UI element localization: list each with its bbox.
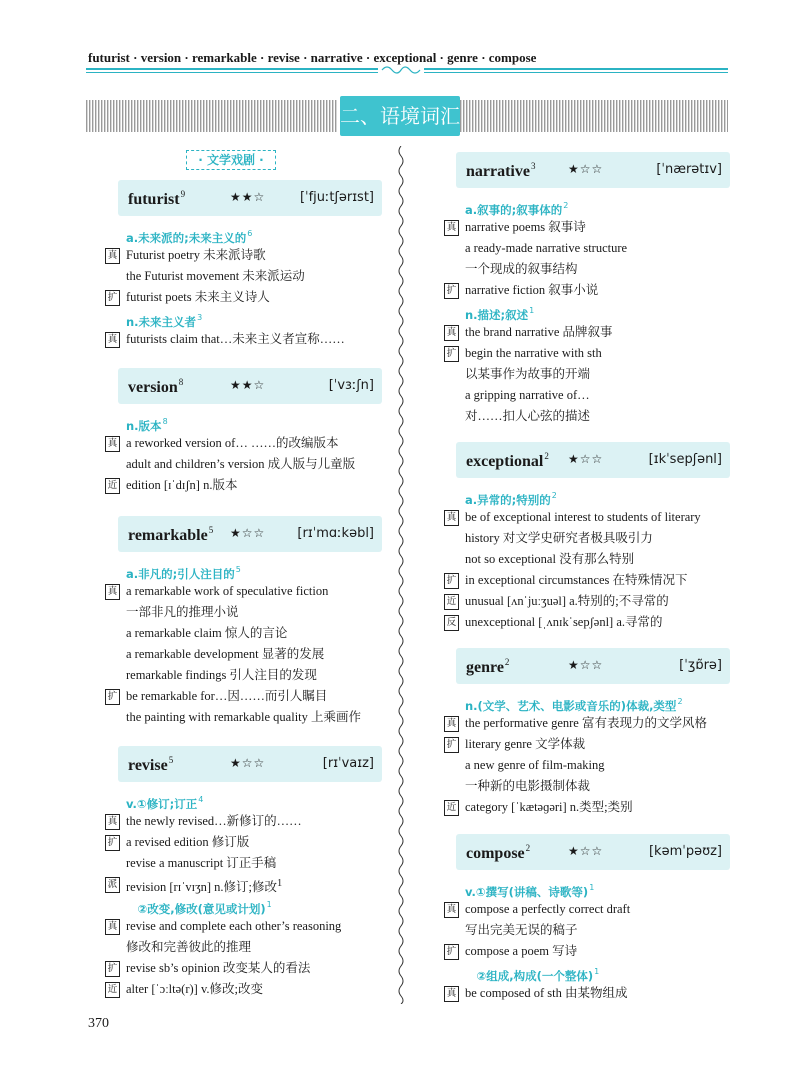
example-line <box>465 408 590 424</box>
frequency-count: 8 <box>178 377 184 387</box>
frequency-count: 1 <box>529 306 535 315</box>
example-line <box>465 922 578 938</box>
frequency-count: 3 <box>197 313 203 322</box>
phonetic: [ɪkˈsepʃənl] <box>648 452 722 467</box>
frequency-count: 5 <box>235 565 241 574</box>
example-line <box>126 646 324 662</box>
label-mark-icon: 近 <box>105 982 120 998</box>
definition-line <box>465 488 557 508</box>
headword-text: narrative <box>466 163 530 180</box>
frequency-count: 6 <box>247 229 253 238</box>
example-line <box>107 918 342 934</box>
example-line <box>126 625 287 641</box>
line-text: be of exceptional interest to students of literary <box>465 510 701 524</box>
line-text: n.描述;叙述 <box>465 308 529 322</box>
headword <box>466 161 535 181</box>
example-line <box>126 604 239 620</box>
frequency-count: 5 <box>168 755 174 765</box>
frequency-count: 2 <box>544 451 549 461</box>
definition-line <box>465 303 534 323</box>
line-text: a remarkable claim 惊人的言论 <box>126 626 288 640</box>
example-line <box>126 939 251 955</box>
line-text: the painting with remarkable quality 上乘画作 <box>126 710 362 724</box>
line-text: n.版本 <box>126 419 162 433</box>
label-mark-icon: 扩 <box>105 290 120 306</box>
example-line <box>465 261 578 277</box>
headword <box>128 377 183 397</box>
line-text: remarkable findings 引人注目的发现 <box>126 668 317 682</box>
line-text: a.非凡的;引人注目的 <box>126 567 235 581</box>
headword-text: genre <box>466 659 504 676</box>
phonetic: [ˈvɜːʃn] <box>328 378 374 393</box>
headword <box>466 451 549 471</box>
headword <box>128 755 173 775</box>
label-mark-icon: 近 <box>444 800 459 816</box>
example-line <box>446 736 586 752</box>
line-text: begin the narrative with sth <box>465 346 602 360</box>
definition-line <box>465 964 599 984</box>
label-mark-icon: 扩 <box>444 944 459 960</box>
line-text: unexceptional [ˌʌnɪkˈsepʃənl] a.寻常的 <box>465 615 663 629</box>
label-mark-icon: 真 <box>105 332 120 348</box>
line-text: a reworked version of… ……的改编版本 <box>126 436 339 450</box>
line-text: a remarkable development 显著的发展 <box>126 647 325 661</box>
label-mark-icon: 扩 <box>105 835 120 851</box>
headword-box <box>456 152 730 188</box>
star-rating: ★☆☆ <box>230 526 266 540</box>
column-divider <box>396 146 406 1004</box>
label-mark-icon: 真 <box>105 436 120 452</box>
definition-line <box>126 310 202 330</box>
line-text: a new genre of film-making <box>465 758 605 772</box>
page-number: 370 <box>88 1016 109 1031</box>
label-mark-icon: 扩 <box>444 737 459 753</box>
headword-text: revise <box>128 757 168 774</box>
label-mark-icon: 真 <box>444 986 459 1002</box>
phonetic: [kəmˈpəʊz] <box>648 844 722 859</box>
title-stripes-left <box>86 100 338 132</box>
label-mark-icon: 真 <box>444 902 459 918</box>
line-text: futurists claim that…未来主义者宣称…… <box>126 332 345 346</box>
line-text: the newly revised…新修订的…… <box>126 814 302 828</box>
label-mark-icon: 真 <box>444 325 459 341</box>
example-line <box>446 901 631 917</box>
headword-box <box>118 516 382 552</box>
phonetic: [rɪˈmɑːkəbl] <box>297 526 374 541</box>
line-text: a gripping narrative of… <box>465 388 590 402</box>
label-mark-icon: 扩 <box>105 689 120 705</box>
example-line <box>107 289 270 305</box>
example-line <box>465 551 634 567</box>
headword-box <box>456 834 730 870</box>
line-text: v.①撰写(讲稿、诗歌等) <box>465 885 589 899</box>
star-rating: ★☆☆ <box>230 756 266 770</box>
example-line <box>446 324 613 340</box>
example-line <box>446 943 578 959</box>
frequency-count: 2 <box>525 843 531 853</box>
headword-box <box>456 648 730 684</box>
line-text: 一个现成的叙事结构 <box>465 262 578 276</box>
frequency-count: 9 <box>180 189 186 199</box>
label-mark-icon: 反 <box>444 615 459 631</box>
example-line <box>446 715 707 731</box>
label-mark-icon: 扩 <box>105 961 120 977</box>
line-text: a revised edition 修订版 <box>126 835 250 849</box>
headword <box>128 525 213 545</box>
line-text: 对……扣人心弦的描述 <box>465 409 591 423</box>
example-line <box>446 985 628 1001</box>
example-line <box>446 799 633 815</box>
label-mark-icon: 真 <box>444 716 459 732</box>
line-text: the brand narrative 品牌叙事 <box>465 325 613 339</box>
frequency-count: 2 <box>563 201 569 210</box>
headword-box <box>456 442 730 478</box>
label-mark-icon: 真 <box>444 510 459 526</box>
label-mark-icon: 近 <box>105 478 120 494</box>
line-text: ②改变,修改(意见或计划) <box>126 902 266 916</box>
frequency-count: 2 <box>677 697 683 706</box>
headword-text: futurist <box>128 191 180 208</box>
label-mark-icon: 派 <box>105 877 120 893</box>
headword-box <box>118 180 382 216</box>
frequency-count: 2 <box>551 491 557 500</box>
line-text: the Futurist movement 未来派运动 <box>126 269 305 283</box>
example-line <box>465 757 605 773</box>
example-line <box>107 435 339 451</box>
example-line <box>107 688 328 704</box>
line-text: in exceptional circumstances 在特殊情况下 <box>465 573 688 587</box>
line-text: adult and children’s version 成人版与儿童版 <box>126 457 356 471</box>
label-mark-icon: 真 <box>105 248 120 264</box>
label-mark-icon: 扩 <box>444 573 459 589</box>
frequency-count: 8 <box>162 417 168 426</box>
example-line <box>446 282 599 298</box>
frequency-count: 3 <box>530 161 536 171</box>
headword <box>466 843 530 863</box>
line-text: revise a manuscript 订正手稿 <box>126 856 277 870</box>
star-rating: ★☆☆ <box>568 658 604 672</box>
label-mark-icon: 扩 <box>444 346 459 362</box>
line-text: 以某事作为故事的开端 <box>465 367 591 381</box>
title-stripes-right <box>460 100 728 132</box>
line-text: a.异常的;特别的 <box>465 493 551 507</box>
definition-line <box>126 897 272 917</box>
example-line <box>446 345 602 361</box>
example-line <box>465 387 590 403</box>
line-text: narrative fiction 叙事小说 <box>465 283 599 297</box>
example-line <box>446 614 663 630</box>
line-text: revise and complete each other’s reasoning <box>126 919 342 933</box>
definition-line <box>465 880 594 900</box>
label-mark-icon: 真 <box>105 919 120 935</box>
line-text: literary genre 文学体裁 <box>465 737 586 751</box>
star-rating: ★☆☆ <box>568 162 604 176</box>
example-line <box>107 331 345 347</box>
line-text: ②组成,构成(一个整体) <box>465 969 594 983</box>
star-rating: ★☆☆ <box>568 844 604 858</box>
example-line <box>107 981 263 997</box>
headword-box <box>118 368 382 404</box>
line-text: 一部非凡的推理小说 <box>126 605 239 619</box>
example-line <box>446 572 688 588</box>
headword-text: remarkable <box>128 527 208 544</box>
label-mark-icon: 真 <box>444 220 459 236</box>
example-line <box>126 709 361 725</box>
line-text: history 对文学史研究者极具吸引力 <box>465 531 653 545</box>
line-text: n.(文学、艺术、电影或音乐的)体裁,类型 <box>465 699 677 713</box>
label-mark-icon: 扩 <box>444 283 459 299</box>
example-line <box>107 247 266 263</box>
example-line <box>126 667 317 683</box>
line-text: n.未来主义者 <box>126 315 197 329</box>
label-mark-icon: 真 <box>105 584 120 600</box>
line-text: unusual [ʌnˈjuːʒuəl] a.特别的;不寻常的 <box>465 594 669 608</box>
section-title: 二、语境词汇 <box>340 96 460 136</box>
example-line <box>465 366 590 382</box>
example-line <box>465 240 627 256</box>
frequency-count: 5 <box>208 525 214 535</box>
example-line <box>446 219 586 235</box>
example-line <box>126 268 305 284</box>
line-text: a.未来派的;未来主义的 <box>126 231 247 245</box>
line-text: not so exceptional 没有那么特别 <box>465 552 635 566</box>
example-line <box>107 960 311 976</box>
line-text: a.叙事的;叙事体的 <box>465 203 563 217</box>
line-text: compose a perfectly correct draft <box>465 902 631 916</box>
line-text: 修改和完善彼此的推理 <box>126 940 252 954</box>
line-text: be remarkable for…因……而引人瞩目 <box>126 689 328 703</box>
line-text: a remarkable work of speculative fiction <box>126 584 329 598</box>
definition-line <box>126 226 252 246</box>
headword <box>128 189 185 209</box>
line-text: v.①修订;订正 <box>126 797 198 811</box>
frequency-count: 2 <box>504 657 510 667</box>
frequency-count: 1 <box>589 883 595 892</box>
frequency-count: 4 <box>198 795 204 804</box>
ornament-icon <box>378 64 424 76</box>
line-text: category [ˈkætəɡəri] n.类型;类别 <box>465 800 633 814</box>
definition-line <box>126 792 203 812</box>
header-word-list: futurist · version · remarkable · revise · narrative · exceptional · genre · compose <box>88 50 537 65</box>
example-line <box>107 834 250 850</box>
headword-text: version <box>128 379 178 396</box>
headword-text: compose <box>466 845 525 862</box>
example-line <box>107 876 283 895</box>
frequency-count: 1 <box>594 967 600 976</box>
line-text: be composed of sth 由某物组成 <box>465 986 628 1000</box>
star-rating: ★☆☆ <box>568 452 604 466</box>
line-text: futurist poets 未来主义诗人 <box>126 290 270 304</box>
theme-tag: · 文学戏剧 · <box>186 150 276 170</box>
example-line <box>107 813 302 829</box>
line-text: a ready-made narrative structure <box>465 241 628 255</box>
line-text: revise sb’s opinion 改变某人的看法 <box>126 961 311 975</box>
example-line <box>107 477 238 493</box>
definition-line <box>126 562 241 582</box>
example-line <box>107 583 329 599</box>
label-mark-icon: 真 <box>105 814 120 830</box>
phonetic: [rɪˈvaɪz] <box>322 756 374 771</box>
headword-box <box>118 746 382 782</box>
line-text: narrative poems 叙事诗 <box>465 220 586 234</box>
example-line <box>446 509 701 525</box>
line-text: the performative genre 富有表现力的文学风格 <box>465 716 707 730</box>
line-text: revision [rɪˈvɪʒn] n.修订;修改 <box>126 880 278 895</box>
example-line <box>446 593 669 609</box>
definition-line <box>465 694 683 714</box>
example-line <box>126 456 355 472</box>
example-line <box>465 778 590 794</box>
line-text: Futurist poetry 未来派诗歌 <box>126 248 266 262</box>
example-line <box>126 855 276 871</box>
line-text: edition [ɪˈdɪʃn] n.版本 <box>126 478 238 492</box>
line-text: 一种新的电影摄制体裁 <box>465 779 591 793</box>
example-line <box>465 530 653 546</box>
line-text: compose a poem 写诗 <box>465 944 578 958</box>
phonetic: [ˈʒɒ̃rə] <box>679 658 722 673</box>
headword <box>466 657 509 677</box>
definition-line <box>465 198 568 218</box>
star-rating: ★★☆ <box>230 378 266 392</box>
phonetic: [ˈnærətɪv] <box>656 162 722 177</box>
label-mark-icon: 近 <box>444 594 459 610</box>
line-text: 写出完美无误的稿子 <box>465 923 578 937</box>
star-rating: ★★☆ <box>230 190 266 204</box>
phonetic: [ˈfjuːtʃərɪst] <box>299 190 374 205</box>
definition-line <box>126 414 168 434</box>
headword-text: exceptional <box>466 453 544 470</box>
frequency-count: 1 <box>277 878 283 889</box>
line-text: alter [ˈɔːltə(r)] v.修改;改变 <box>126 982 263 996</box>
frequency-count: 1 <box>266 900 272 909</box>
